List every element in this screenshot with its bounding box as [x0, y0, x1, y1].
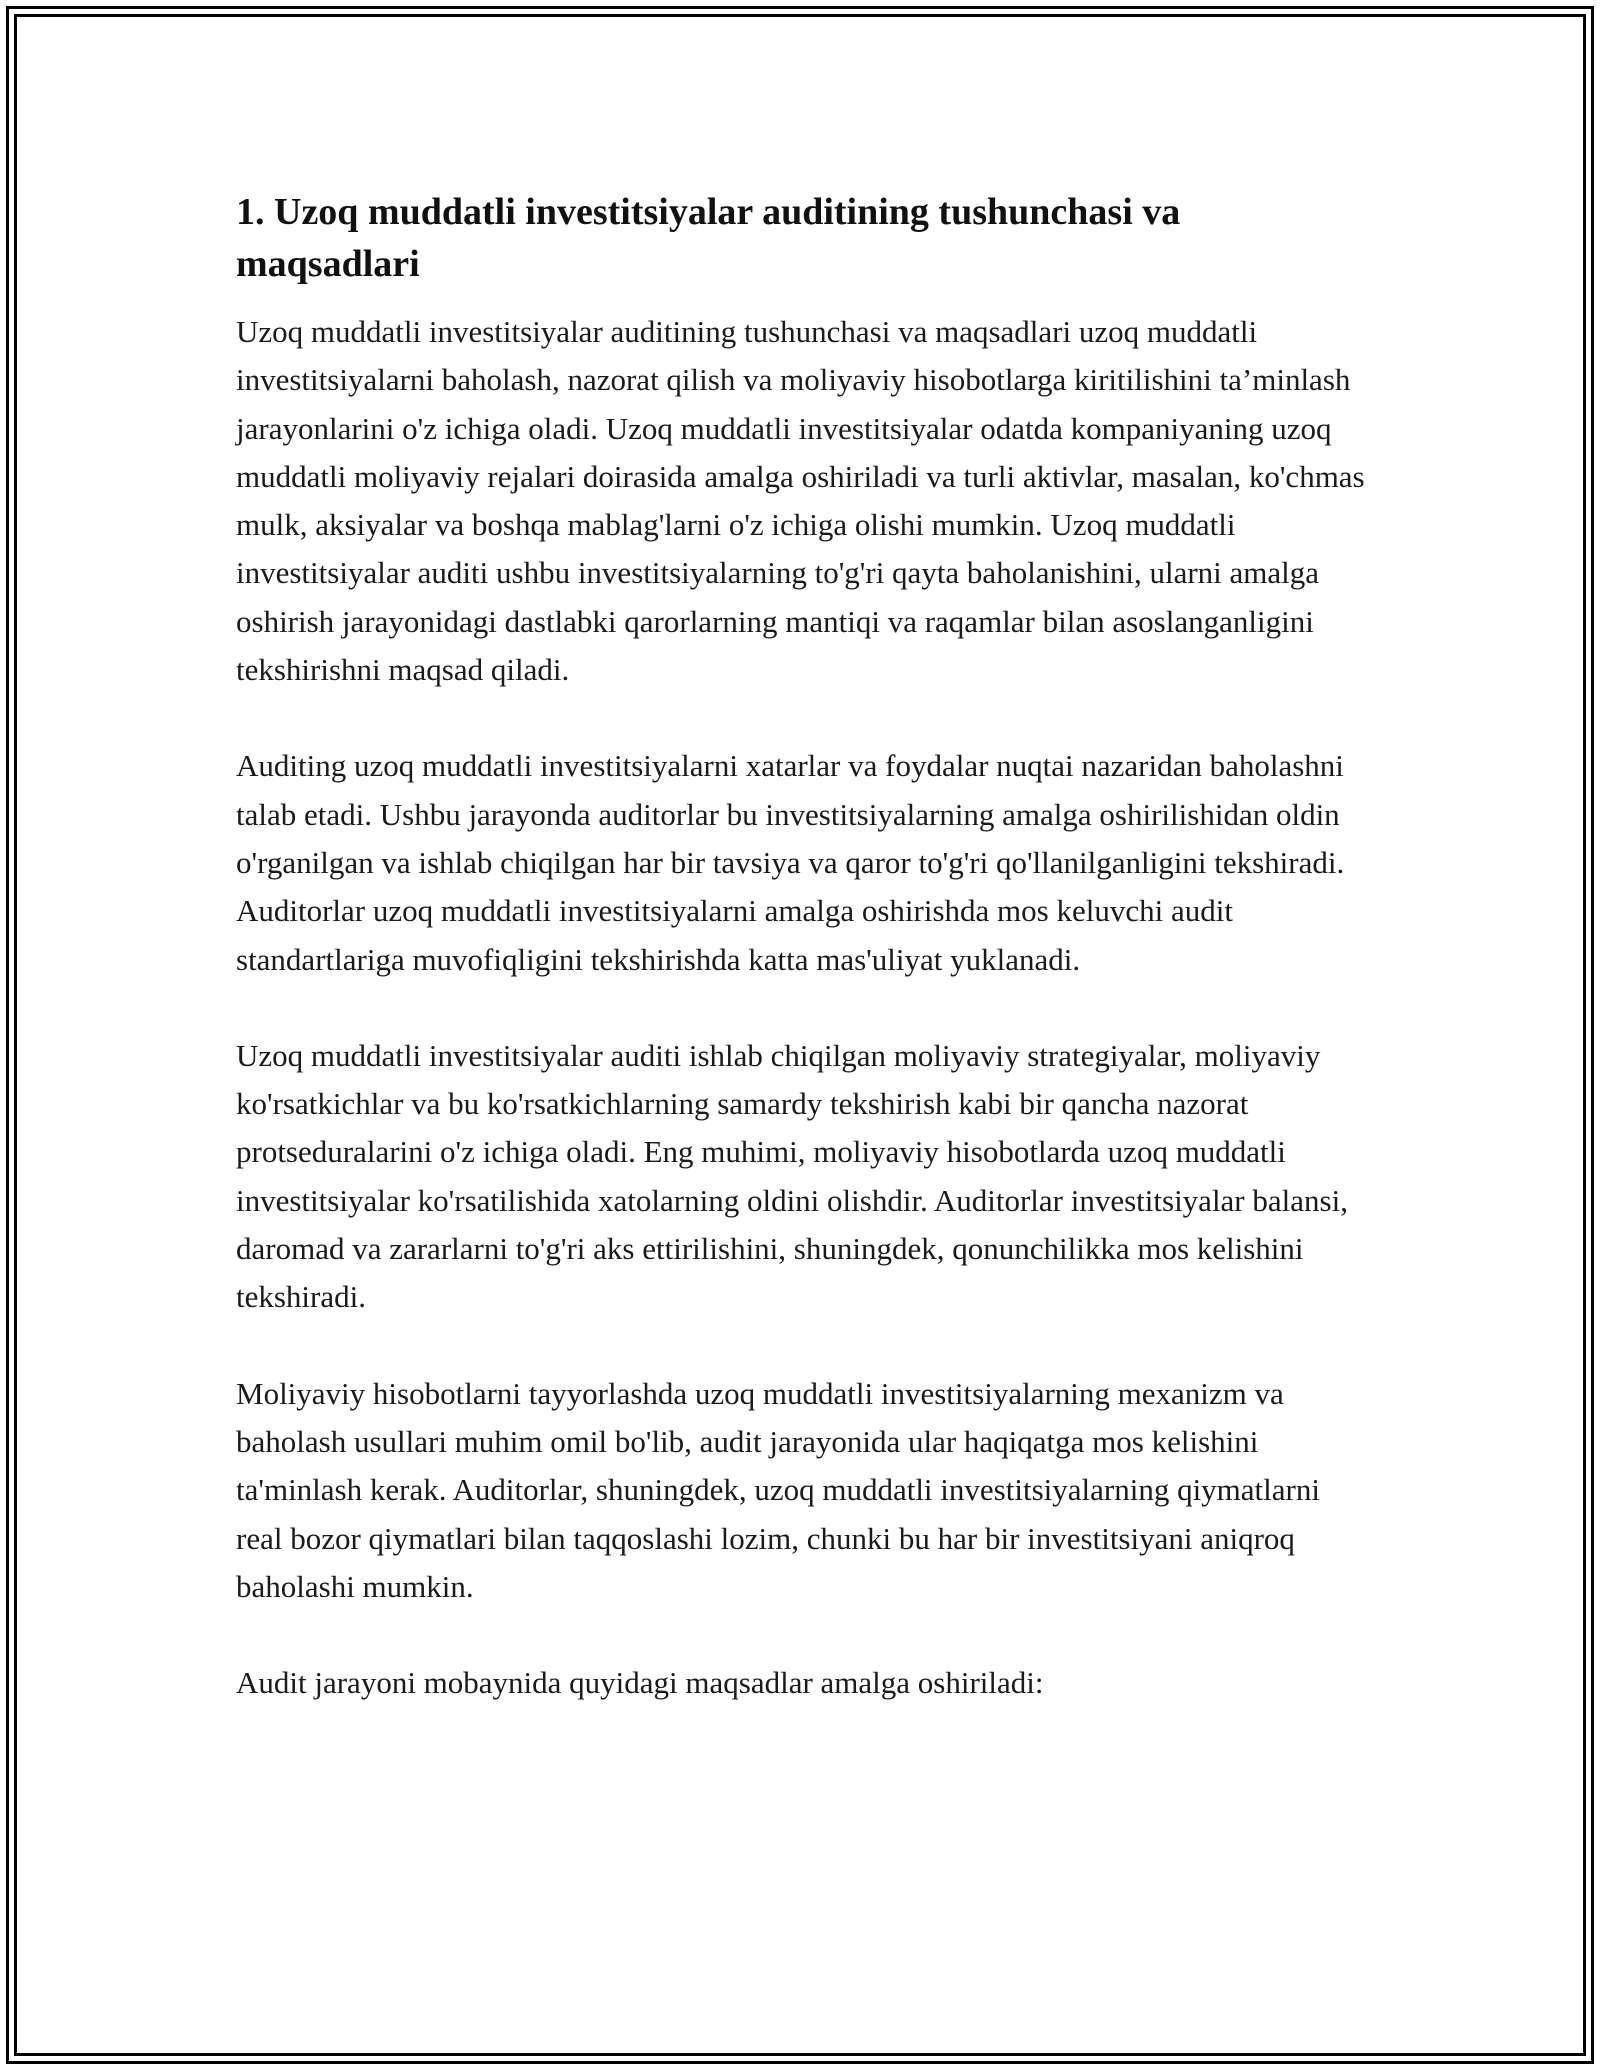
- paragraph-3: Uzoq muddatli investitsiyalar auditi ishlab chiqilgan moliyaviy strategiyalar, moliyaviy ko'rsatkichlar va bu ko'rsatkichlarning samardy tekshirish kabi bir qancha nazorat protseduralarini o'z ichiga oladi. Eng muhimi, moliyaviy hisobotlarda uzoq muddatli investitsiyalar ko'rsatilishida xatolarning oldini olishdir. Auditorlar investitsiyalar balansi, daromad va zararlarni to'g'ri aks ettirilishini, shuningdek, qonunchilikka mos kelishini tekshiradi.: [236, 1037, 1348, 1315]
- paragraph-5: Audit jarayoni mobaynida quyidagi maqsadlar amalga oshiriladi:: [236, 1665, 1044, 1701]
- section-heading: 1. Uzoq muddatli investitsiyalar auditining tushunchasi va maqsadlari: [236, 191, 1181, 285]
- paragraph-4: Moliyaviy hisobotlarni tayyorlashda uzoq muddatli investitsiyalarning mexanizm va baholash usullari muhim omil bo'lib, audit jarayonida ular haqiqatga mos kelishini ta'minlash kerak. Auditorlar, shuningdek, uzoq muddatli investitsiyalarning qiymatlarni real bozor qiymatlari bilan taqqoslashi lozim, chunki bu har bir investitsiyani aniqroq baholashi mumkin.: [236, 1375, 1320, 1604]
- document-body: [236, 186, 1366, 1755]
- paragraph-1: Uzoq muddatli investitsiyalar auditining tushunchasi va maqsadlari uzoq muddatli investitsiyalarni baholash, nazorat qilish va moliyaviy hisobotlarga kiritilishini ta’minlash jarayonlarini o'z ichiga oladi. Uzoq muddatli investitsiyalar odatda kompaniyaning uzoq muddatli moliyaviy rejalari doirasida amalga oshiriladi va turli aktivlar, masalan, ko'chmas mulk, aksiyalar va boshqa mablag'larni o'z ichiga olishi mumkin. Uzoq muddatli investitsiyalar auditi ushbu investitsiyalarning to'g'ri qayta baholanishini, ularni amalga oshirish jarayonidagi dastlabki qarorlarning mantiqi va raqamlar bilan asoslanganligini tekshirishni maqsad qiladi.: [236, 314, 1365, 688]
- paragraph-2: Auditing uzoq muddatli investitsiyalarni xatarlar va foydalar nuqtai nazaridan baholashni talab etadi. Ushbu jarayonda auditorlar bu investitsiyalarning amalga oshirilishidan oldin o'rganilgan va ishlab chiqilgan har bir tavsiya va qaror to'g'ri qo'llanilganligini tekshiradi. Auditorlar uzoq muddatli investitsiyalarni amalga oshirishda mos keluvchi audit standartlariga muvofiqligini tekshirishda katta mas'uliyat yuklanadi.: [236, 748, 1345, 977]
